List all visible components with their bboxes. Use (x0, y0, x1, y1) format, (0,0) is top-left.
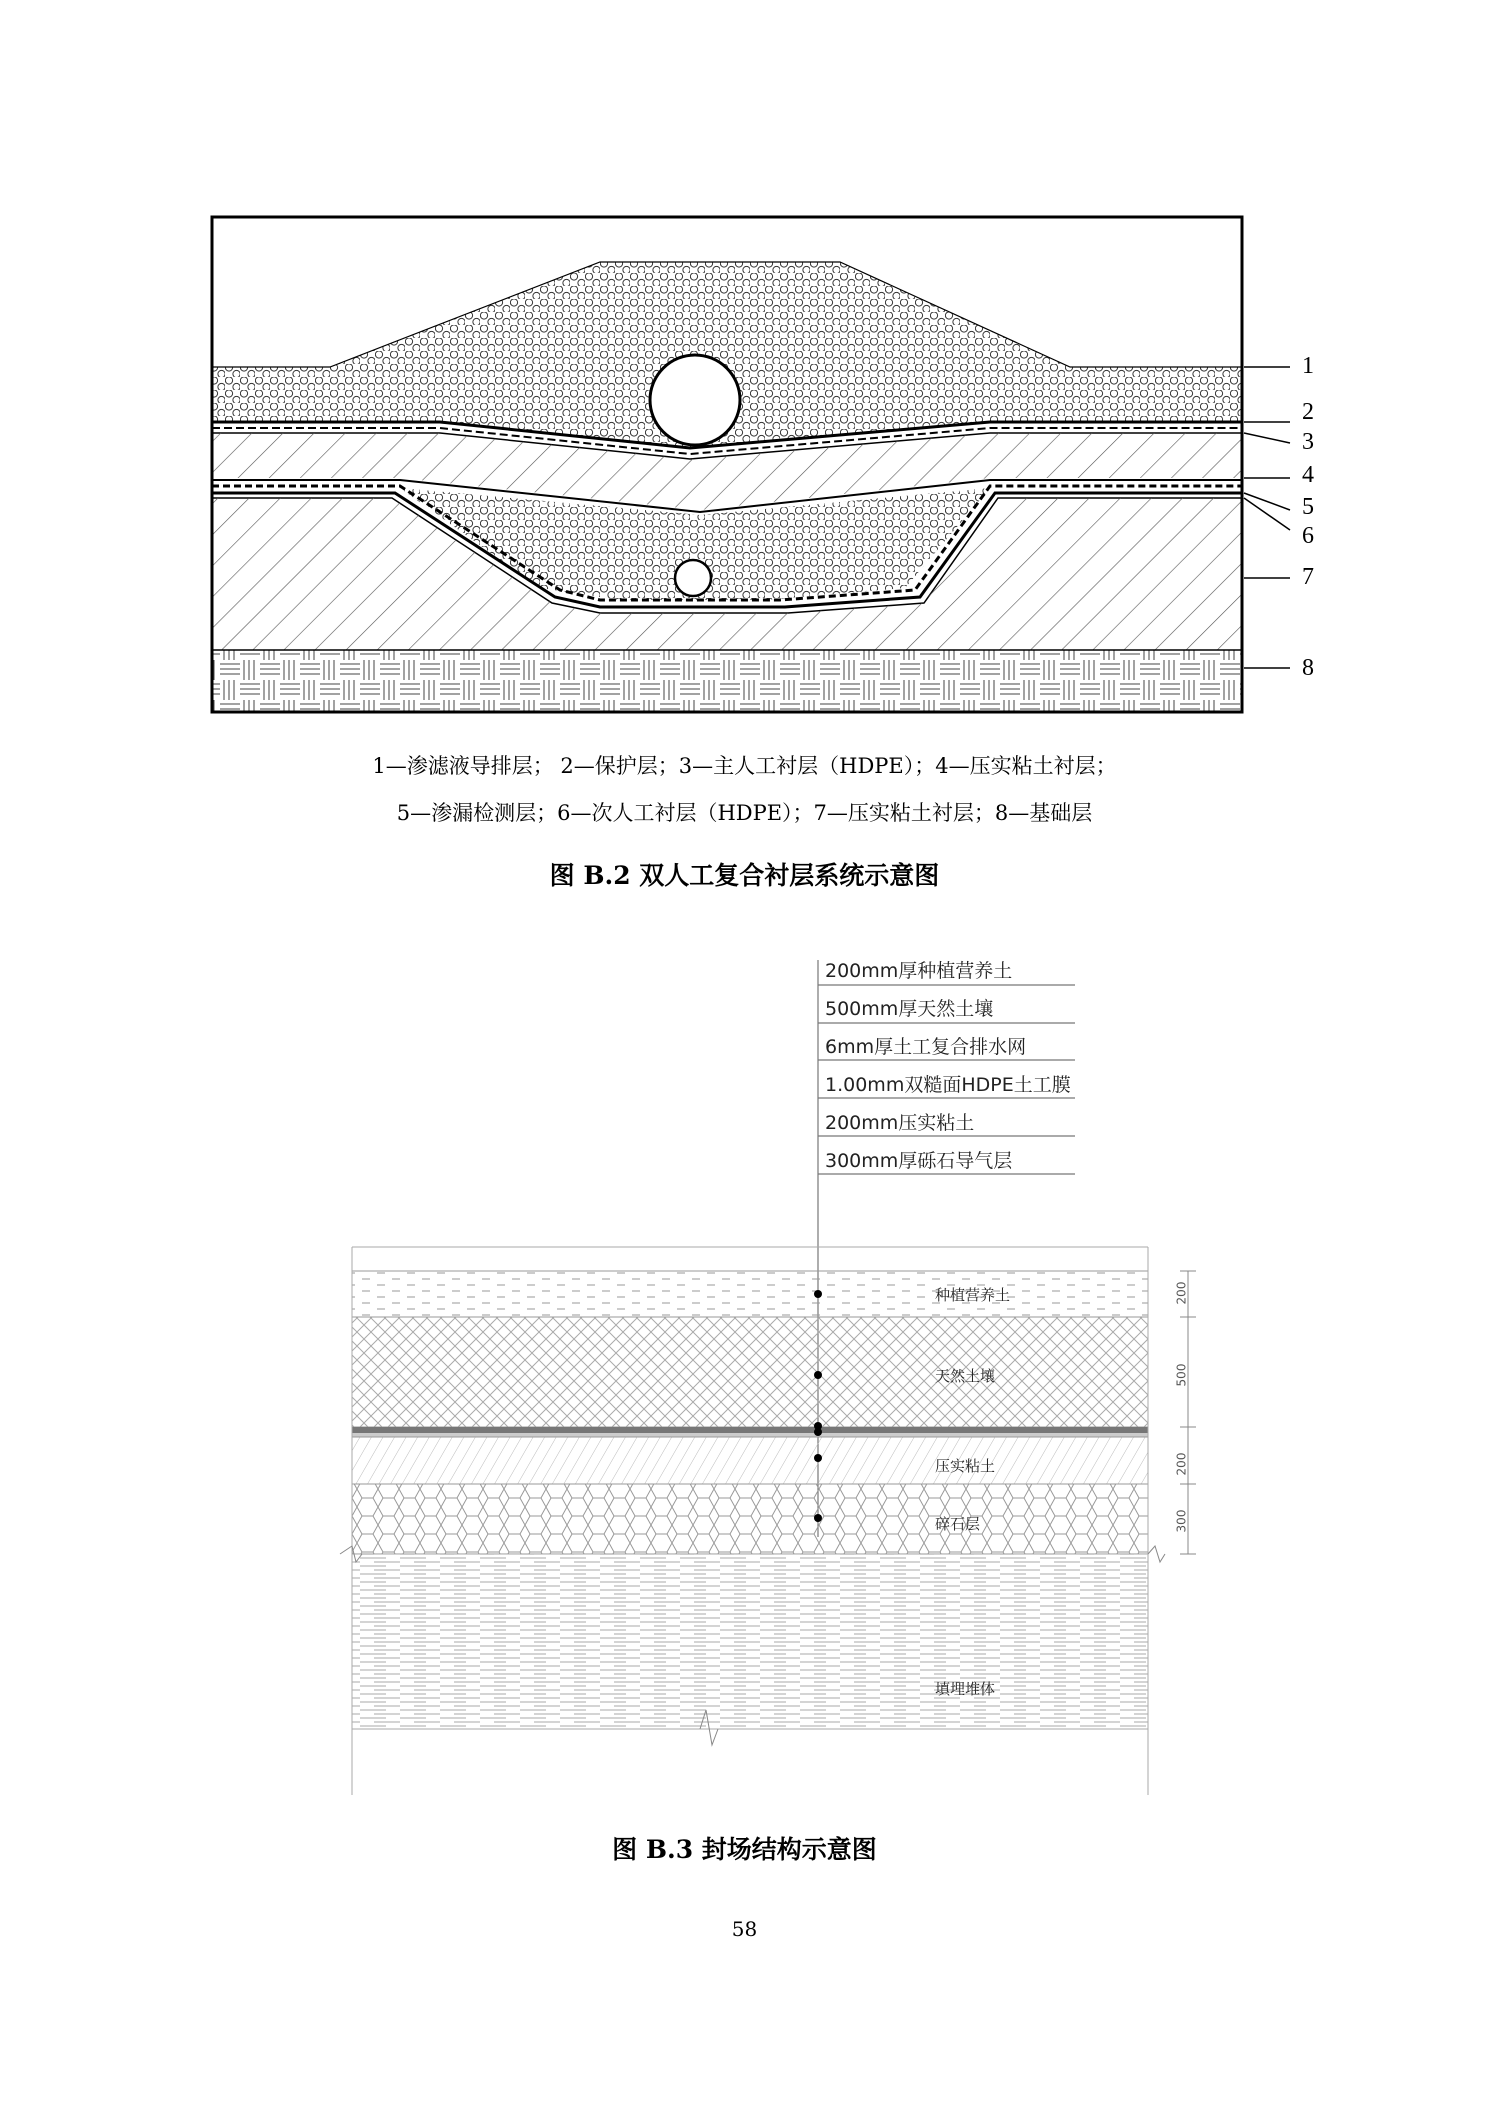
leakage-pipe (675, 560, 711, 596)
figure-b2-cross-section (0, 0, 1489, 720)
callout-7: 7 (1302, 564, 1314, 590)
stack-label-5: 200mm压实粘土 (825, 1112, 975, 1134)
layer-name-compacted-clay: 压实粘土 (935, 1457, 996, 1475)
callout-4: 4 (1302, 462, 1314, 488)
stack-label-3: 6mm厚土工复合排水网 (825, 1036, 1027, 1058)
stack-label-1: 200mm厚种植营养土 (825, 960, 1013, 982)
dim-500-natural-soil: 500 (1174, 1363, 1189, 1387)
leachate-pipe (650, 355, 740, 445)
figure-b3-cover-structure (0, 940, 1489, 1820)
callout-1: 1 (1302, 353, 1314, 379)
callout-8: 8 (1302, 655, 1314, 681)
layer-name-topsoil: 种植营养土 (935, 1286, 1011, 1304)
dim-200-topsoil: 200 (1174, 1281, 1189, 1305)
dim-200-compacted-clay: 200 (1174, 1452, 1189, 1476)
figure-b2-legend-line2: 5—渗漏检测层；6—次人工衬层（HDPE）；7—压实粘土衬层；8—基础层 (396, 801, 1093, 825)
callout-5: 5 (1302, 494, 1314, 520)
stack-label-4: 1.00mm双糙面HDPE土工膜 (825, 1074, 1071, 1096)
layer-name-natural-soil: 天然土壤 (935, 1367, 996, 1385)
figure-b3-caption: 图 B.3 封场结构示意图 (612, 1835, 877, 1864)
callout-3: 3 (1302, 429, 1314, 455)
page-number: 58 (731, 1917, 758, 1941)
layer-name-gravel: 碎石层 (935, 1515, 981, 1533)
figure-b2-caption: 图 B.2 双人工复合衬层系统示意图 (549, 861, 940, 890)
callout-6: 6 (1302, 523, 1314, 549)
figure-b2-legend-line1: 1—渗滤液导排层； 2—保护层；3—主人工衬层（HDPE）；4—压实粘土衬层； (372, 754, 1117, 778)
layer-name-waste-body: 填埋堆体 (935, 1680, 996, 1698)
dim-300-gravel: 300 (1174, 1509, 1189, 1533)
callout-2: 2 (1302, 399, 1314, 425)
stack-label-6: 300mm厚砾石导气层 (825, 1150, 1013, 1172)
stack-label-2: 500mm厚天然土壤 (825, 998, 994, 1020)
